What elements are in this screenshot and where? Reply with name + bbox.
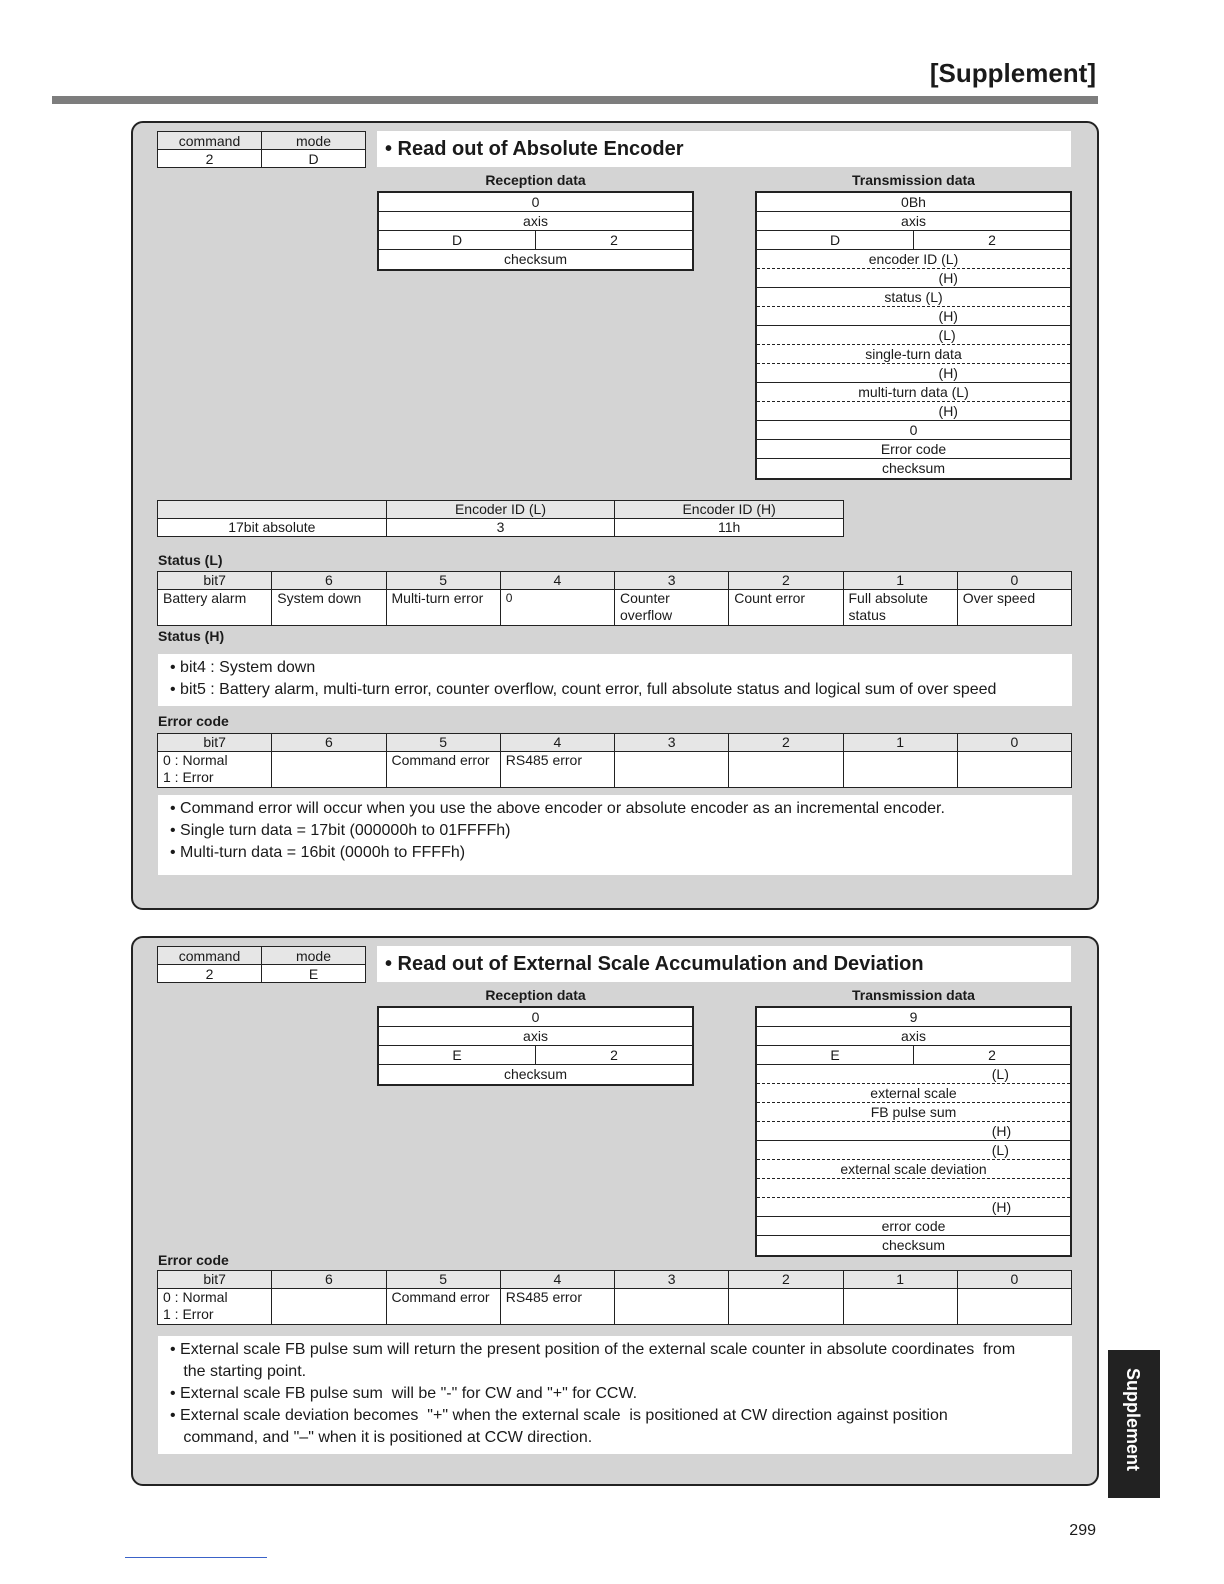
packet-cell: 2 [988,1047,996,1063]
note-line: • Multi-turn data = 16bit (0000h to FFFFh) [170,844,466,861]
bit-header: 2 [729,734,843,752]
packet-cell: (H) [938,308,958,324]
reception-packet [377,191,694,271]
packet-cell: (H) [991,1123,1012,1139]
bit-header: 1 [843,572,957,590]
encoder-id-cell: 11h [615,519,844,537]
bit-header: 4 [500,1271,614,1289]
bit-header: 3 [615,1271,729,1289]
status-bit-cell: Full absolute status [843,590,957,626]
section-title: • Read out of External Scale Accumulation and Deviation [377,946,1071,982]
error-bit-cell [272,752,386,788]
error-bit-cell [158,1289,272,1325]
note-line: • bit5 : Battery alarm, multi-turn error, counter overflow, count error, full absolute status and logical sum of over speed [170,681,997,698]
encoder-id-cell: 3 [386,519,615,537]
status-l-table [157,571,1072,626]
bit-header: 3 [615,734,729,752]
bit-header: 6 [272,1271,386,1289]
mode-header: mode [262,132,366,150]
mode-value: D [262,150,366,168]
error-bit-cell [272,1289,386,1325]
page-header-title: [Supplement] [929,58,1096,88]
packet-cell: 2 [610,1047,618,1063]
section-notes [158,795,1072,875]
status-bit-cell: Over speed [957,590,1071,626]
status-bit-cell: Counter overflow [615,590,729,626]
section-title: • Read out of Absolute Encoder [377,131,1071,167]
status-h-notes [158,654,1072,706]
bit-header: 2 [729,572,843,590]
error-bit-cell [957,752,1071,788]
bit-header: bit7 [158,734,272,752]
bit-header: 1 [843,1271,957,1289]
note-line: • Command error will occur when you use the above encoder or absolute encoder as an incremental encoder. [170,800,945,817]
reception-packet [377,1006,694,1086]
error-bit-cell [729,1289,843,1325]
packet-row: external scale [757,1084,1070,1103]
reception-caption: Reception data [485,172,586,188]
encoder-id-header: Encoder ID (H) [615,501,844,519]
packet-row: checksum [503,1066,568,1082]
packet-cell: (H) [938,270,958,286]
transmission-caption: Transmission data [852,172,975,188]
mode-header: mode [262,947,366,965]
packet-row: encoder ID (L) [757,250,1070,269]
note-line: command, and "–" when it is positioned at CCW direction. [170,1429,593,1446]
encoder-id-cell: 17bit absolute [158,519,387,537]
packet-cell: (H) [991,1199,1012,1215]
bit-header: 0 [957,572,1071,590]
transmission-packet [755,191,1072,480]
packet-cell: 2 [610,232,618,248]
packet-row [757,1122,1070,1141]
packet-row: status (L) [757,288,1070,307]
packet-row: checksum [881,1237,946,1253]
packet-cell: (L) [991,1142,1009,1158]
bit-header: 3 [615,572,729,590]
bit-header: 5 [386,734,500,752]
packet-row: error code [757,1217,1070,1236]
error-bit-cell [729,752,843,788]
error-error: 1 : Error [163,1306,214,1322]
packet-row: single-turn data [757,345,1070,364]
error-bit-cell: RS485 error [500,752,614,788]
packet-cell: E [757,1046,914,1064]
packet-cell: (H) [938,403,958,419]
error-code-table [157,733,1072,788]
bit-header: 2 [729,1271,843,1289]
bit-header: 4 [500,572,614,590]
packet-row: axis [379,212,692,231]
bit-header: 4 [500,734,614,752]
error-bit-cell [843,1289,957,1325]
packet-row: 0 [379,193,692,212]
packet-row: Error code [757,440,1070,459]
encoder-id-header: Encoder ID (L) [386,501,615,519]
reception-caption: Reception data [485,987,586,1003]
packet-row [757,1046,1070,1065]
error-bit-cell: Command error [386,1289,500,1325]
page-number: 299 [1069,1522,1096,1539]
encoder-id-header [158,501,387,519]
packet-row: 0 [757,421,1070,440]
packet-row [757,1198,1070,1217]
note-line: • External scale FB pulse sum will be "-" for CW and "+" for CCW. [170,1385,638,1402]
side-tab-label: Supplement [1123,1368,1143,1472]
packet-row: axis [757,1027,1070,1046]
status-bit-cell: Battery alarm [158,590,272,626]
packet-row [379,231,692,250]
error-normal: 0 : Normal [163,752,228,768]
note-line: • External scale FB pulse sum will return the present position of the external scale counter in absolute coordinates from [170,1341,1016,1358]
error-bit-cell: RS485 error [500,1289,614,1325]
bit-header: bit7 [158,572,272,590]
packet-row [757,326,1070,345]
status-bit-cell: 0 [500,590,614,626]
error-normal: 0 : Normal [163,1289,228,1305]
bit-header: bit7 [158,1271,272,1289]
packet-row: 9 [757,1008,1070,1027]
error-error: 1 : Error [163,769,214,785]
header-rule [52,96,1098,104]
packet-row [757,231,1070,250]
error-code-label: Error code [158,713,229,729]
command-value: 2 [158,965,262,983]
packet-row [757,1179,1070,1198]
packet-cell: (H) [938,365,958,381]
status-bit-cell: System down [272,590,386,626]
command-mode-table [157,946,366,983]
bit-header: 5 [386,1271,500,1289]
command-header: command [158,132,262,150]
bit-header: 0 [957,734,1071,752]
packet-row [757,269,1070,288]
bit-header: 6 [272,734,386,752]
error-code-table [157,1270,1072,1325]
packet-cell: E [379,1046,536,1064]
transmission-packet [755,1006,1072,1257]
error-bit-cell [957,1289,1071,1325]
supplement-side-tab [1108,1350,1160,1498]
status-bit-cell: Count error [729,590,843,626]
error-bit-cell [615,1289,729,1325]
error-bit-cell: Command error [386,752,500,788]
note-line: the starting point. [170,1363,307,1380]
bit-header: 5 [386,572,500,590]
packet-row [757,307,1070,326]
encoder-id-table [157,500,844,537]
section-notes [158,1336,1072,1454]
error-bit-cell [615,752,729,788]
footer-link-line[interactable] [125,1557,267,1558]
error-code-label: Error code [158,1252,229,1268]
packet-row: axis [757,212,1070,231]
packet-row: 0 [379,1008,692,1027]
packet-row [379,1046,692,1065]
bit-header: 1 [843,734,957,752]
packet-row: multi-turn data (L) [757,383,1070,402]
bit-header: 0 [957,1271,1071,1289]
packet-row [757,1065,1070,1084]
status-l-label: Status (L) [158,552,223,568]
packet-cell: D [379,231,536,249]
note-line: • External scale deviation becomes "+" when the external scale is positioned at CW direction against position [170,1407,948,1424]
note-line: • Single turn data = 17bit (000000h to 01FFFFh) [170,822,511,839]
command-header: command [158,947,262,965]
note-line: • bit4 : System down [170,659,316,676]
packet-row [757,364,1070,383]
bit-header: 6 [272,572,386,590]
status-h-label: Status (H) [158,628,225,644]
error-bit-cell [158,752,272,788]
packet-cell: 2 [988,232,996,248]
command-value: 2 [158,150,262,168]
status-bit-cell: Multi-turn error [386,590,500,626]
packet-cell: (L) [938,327,956,343]
packet-row: checksum [881,460,946,476]
packet-row [757,402,1070,421]
packet-cell: (L) [991,1066,1009,1082]
packet-row: checksum [503,251,568,267]
packet-row: FB pulse sum [757,1103,1070,1122]
transmission-caption: Transmission data [852,987,975,1003]
packet-row: 0Bh [757,193,1070,212]
mode-value: E [262,965,366,983]
command-mode-table [157,131,366,168]
packet-cell: D [757,231,914,249]
packet-row: axis [379,1027,692,1046]
packet-row [757,1141,1070,1160]
packet-row: external scale deviation [757,1160,1070,1179]
error-bit-cell [843,752,957,788]
